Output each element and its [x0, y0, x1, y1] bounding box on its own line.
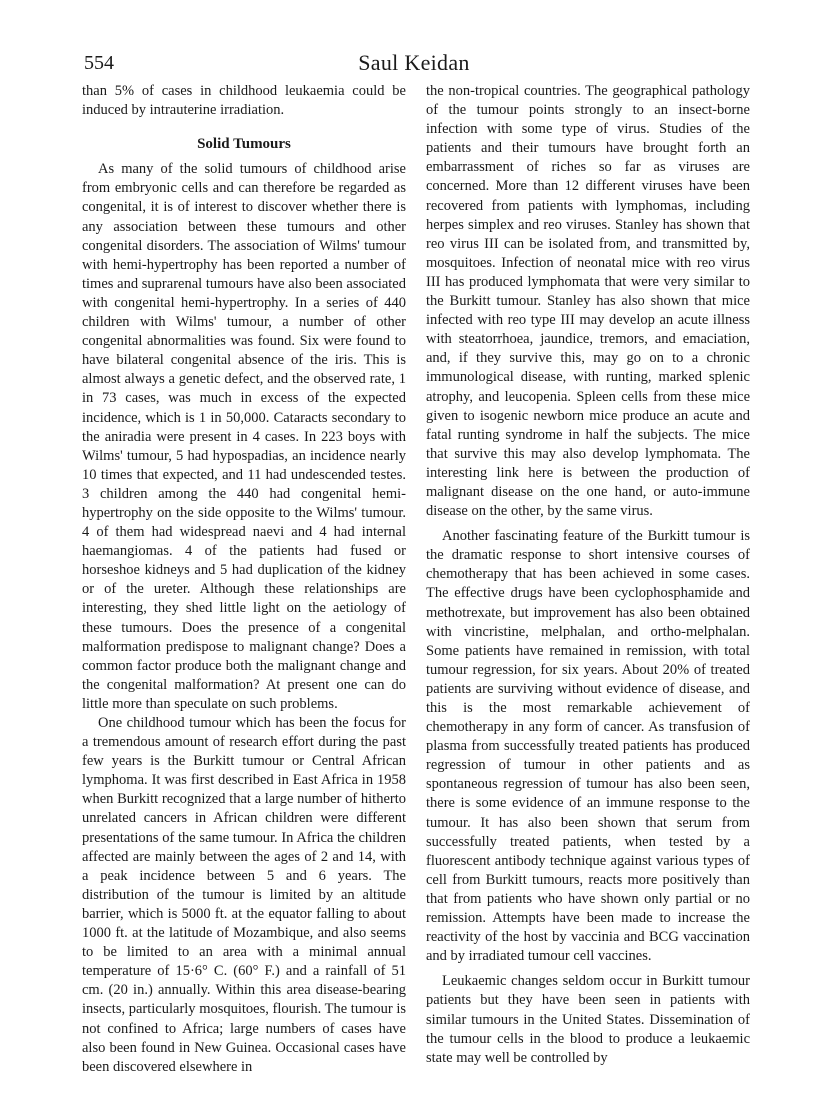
body-paragraph: Another fascinating feature of the Burkitt tumour is the dramatic response to short intensive courses of chemotherapy that has been achieved in some cases. The effective drugs have been cyclophosphamide and methotrexate, but improvement has also been obtained with vincristine, melphalan, and ortho-melphalan. Some patients have remained in remission, with total tumour regression, for six years. About 20% of treated patients are surviving without evidence of disease, and this is the most remarkable achievement of chemotherapy in any form of cancer. As transfusion of plasma from successfully treated patients has produced regression of tumour in other patients and as spontaneous regression of tumour has also been seen, there is some evidence of an immune response to the tumour. It has also been shown that serum from successfully treated patients, when tested by a fluorescent antibody technique against various types of cell from Burkitt tumours, reacts more positively than that from patients who have shown only partial or no remission. Attempts have been made to increase the reactivity of the host by vaccinia and BCG vaccination and by irradiated tumour cell vaccines. [426, 528, 750, 965]
continuation-paragraph: than 5% of cases in childhood leukaemia could be induced by intrauterine irradiation. [82, 83, 406, 119]
right-column [426, 82, 750, 1068]
body-paragraph: One childhood tumour which has been the focus for a tremendous amount of research effort during the past few years is the Burkitt tumour or Central African lymphoma. It was first described in East Africa in 1958 when Burkitt recognized that a large number of hitherto unrelated cancers in African children were different presentations of the same tumour. In Africa the children affected are mainly between the ages of 2 and 14, with a peak incidence between 5 and 6 years. The distribution of the tumour is limited by an altitude barrier, which is 5000 ft. at the equator falling to about 1000 ft. at the latitude of Mozambique, and also seems to be limited to an area with a minimal annual temperature of 15·6° C. (60° F.) and a rainfall of 51 cm. (20 in.) annually. Within this area disease-bearing insects, particularly mosquitoes, flourish. The tumour is not confined to Africa; large numbers of cases have also been found in New Guinea. Occasional cases have been discovered elsewhere in [82, 715, 406, 1075]
left-column [82, 82, 406, 1077]
running-title: Saul Keidan [358, 50, 470, 75]
section-heading: Solid Tumours [197, 136, 291, 153]
page-header [80, 50, 748, 80]
body-paragraph: Leukaemic changes seldom occur in Burkitt tumour patients but they have been seen in patients with similar tumours in the United States. Dissemination of the tumour cells in the blood to produce a leukaemic state may well be controlled by [426, 973, 750, 1066]
body-paragraph: the non-tropical countries. The geographical pathology of the tumour points strongly to an insect-borne infection with some type of virus. Studies of the patients and their tumours have brought forth an embarrassment of riches so far as viruses are concerned. More than 12 different viruses have been recovered from patients with lymphomas, including herpes simplex and reo viruses. Stanley has shown that reo virus III can be isolated from, and transmitted by, mosquitoes. Infection of neonatal mice with reo virus III has produced lymphomata that were very similar to the Burkitt tumour. Stanley has also shown that mice infected with reo type III may develop an acute illness with steatorrhoea, jaundice, tremors, and emaciation, and, if they survive this, may go on to a chronic immunological disease, with runting, marked splenic atrophy, and leucopenia. Spleen cells from these mice given to isogenic newborn mice produce an acute and fatal runting syndrome in half the subjects. The mice that survive this may also develop lymphomata. The interesting link here is between the production of malignant disease on the one hand, or auto-immune disease on the other, by the same virus. [426, 83, 750, 520]
body-paragraph: As many of the solid tumours of childhood arise from embryonic cells and can therefore be regarded as congenital, it is of interest to discover whether there is any association between these tumours and other congenital disorders. The association of Wilms' tumour with hemi-hypertrophy has been reported a number of times and suprarenal tumours have also been associated with congenital hemi-hypertrophy. In a series of 440 children with Wilms' tumour, a number of other congenital abnormalities was found. Six were found to have bilateral congenital absence of the iris. This is almost always a genetic defect, and the observed rate, 1 in 73 cases, was much in excess of the expected incidence, which is 1 in 50,000. Cataracts secondary to the aniradia were present in 4 cases. In 223 boys with Wilms' tumour, 5 had hypospadias, an incidence nearly 10 times that expected, and 11 had undescended testes. 3 children among the 440 had congenital hemi-hypertrophy on the side opposite to the Wilms' tumour. 4 of them had widespread naevi and 4 had internal haemangiomas. 4 of the patients had fused or horseshoe kidneys and 5 had duplication of the kidney or of the ureter. Although these relationships are interesting, they shed little light on the aetiology of these tumours. Does the presence of a congenital malformation predispose to malignant change? Does a common factor produce both the malignant change and the congenital malformation? At present one can do little more than speculate on such problems. [82, 161, 406, 712]
page-number: 554 [84, 52, 114, 74]
